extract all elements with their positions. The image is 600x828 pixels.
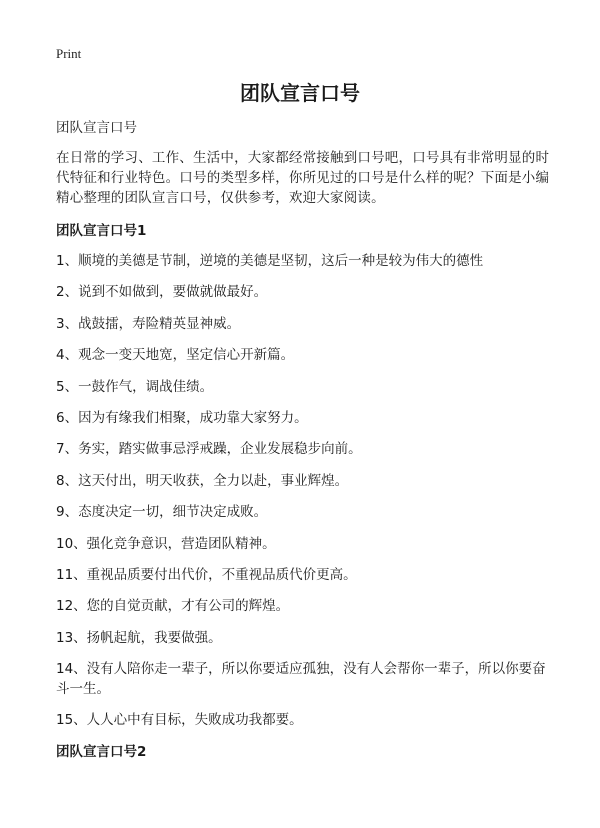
slogan-item: 11、重视品质要付出代价，不重视品质代价更高。 (56, 566, 357, 583)
print-link[interactable]: Print (56, 46, 82, 61)
slogan-item: 2、说到不如做到，要做就做最好。 (56, 284, 268, 301)
slogan-item: 1、顺境的美德是节制，逆境的美德是坚韧，这后一种是较为伟大的德性 (56, 253, 484, 269)
slogan-list (56, 251, 556, 730)
slogan-item: 15、人人心中有目标，失败成功我都要。 (56, 712, 303, 729)
slogan-item: 9、态度决定一切，细节决定成败。 (56, 504, 268, 521)
slogan-item: 4、观念一变天地宽，坚定信心开新篇。 (56, 347, 295, 364)
intro-paragraph: 在日常的学习、工作、生活中，大家都经常接触到口号吧，口号具有非常明显的时代特征和行业特色。口号的类型多样，你所见过的口号是什么样的呢？下面是小编精心整理的团队宣言口号，仅供参考，欢迎大家阅读。 (56, 150, 550, 206)
slogan-item: 5、一鼓作气，调战佳绩。 (56, 378, 214, 395)
document-body (56, 118, 556, 772)
slogan-item: 13、扬帆起航，我要做强。 (56, 629, 222, 646)
section-heading: 团队宣言口号1 (56, 223, 147, 239)
slogan-item: 7、务实，踏实做事忌浮戒躁，企业发展稳步向前。 (56, 441, 362, 458)
document-subtitle: 团队宣言口号 (56, 120, 137, 136)
slogan-item: 14、没有人陪你走一辈子，所以你要适应孤独，没有人会帮你一辈子，所以你要奋斗一生。 (56, 661, 546, 698)
page-title: 团队宣言口号 (240, 81, 360, 105)
slogan-item: 10、强化竞争意识，营造团队精神。 (56, 535, 276, 552)
slogan-item: 6、因为有缘我们相聚，成功靠大家努力。 (56, 409, 308, 426)
sections-container (56, 221, 556, 762)
section-heading: 团队宣言口号2 (56, 744, 147, 761)
slogan-item: 3、战鼓擂，寿险精英显神威。 (56, 315, 241, 332)
slogan-item: 8、这天付出，明天收获，全力以赴，事业辉煌。 (56, 472, 349, 489)
slogan-item: 12、您的自觉贡献，才有公司的辉煌。 (56, 598, 290, 615)
